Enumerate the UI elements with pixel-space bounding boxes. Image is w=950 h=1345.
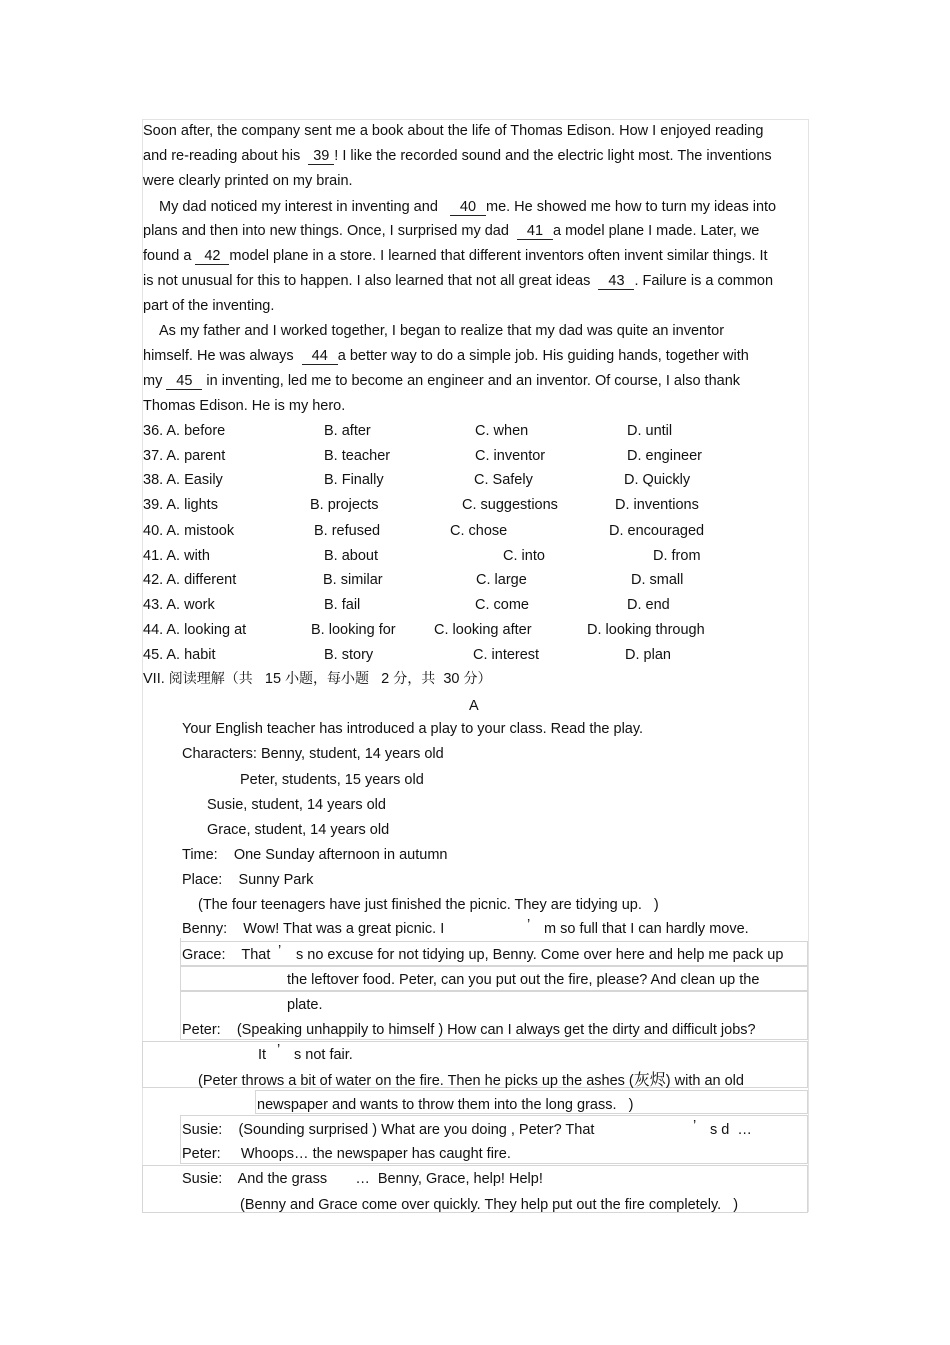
blank-41[interactable]: 41: [517, 224, 553, 240]
question-39-option-b[interactable]: B. projects: [310, 497, 379, 513]
passage-line: part of the inventing.: [143, 298, 275, 314]
stage-direction: (Peter throws a bit of water on the fire. Then he picks up the ashes (灰烬) with an old: [198, 1070, 744, 1089]
dialogue-benny: Benny: Wow! That was a great picnic. I: [182, 921, 445, 937]
character-peter: Peter, students, 15 years old: [240, 772, 424, 788]
question-42-option-c[interactable]: C. large: [476, 572, 527, 588]
question-41-option-d[interactable]: D. from: [653, 548, 701, 564]
question-40-option-d[interactable]: D. encouraged: [609, 523, 705, 539]
question-43-option-b[interactable]: B. fail: [324, 597, 361, 613]
question-43-option-d[interactable]: D. end: [627, 597, 670, 613]
dialogue-grace: Grace: That: [182, 947, 271, 963]
question-44-option-c[interactable]: C. looking after: [434, 622, 532, 638]
passage-line: My dad noticed my interest in inventing and 40 me. He showed me how to turn my ideas into: [159, 199, 777, 215]
question-38-option-c[interactable]: C. Safely: [474, 472, 533, 488]
time-line: Time: One Sunday afternoon in autumn: [182, 847, 448, 863]
question-36-option-b[interactable]: B. after: [324, 423, 371, 439]
section-heading: VII. 阅读理解（共 15 小题，每小题 2 分，共 30 分）: [143, 671, 492, 687]
dialogue-susie-tail: s d …: [710, 1122, 752, 1138]
dialogue-benny-cont: m so full that I can hardly move.: [544, 921, 749, 937]
passage-line: himself. He was always 44 a better way to do a simple job. His guiding hands, together with: [143, 348, 749, 364]
passage-line: plans and then into new things. Once, I surprised my dad 41 a model plane I made. Later, we: [143, 223, 760, 239]
stage-direction-cont: newspaper and wants to throw them into the long grass. ): [257, 1097, 634, 1113]
question-39-option-a[interactable]: 39. A. lights: [143, 497, 218, 513]
question-37-option-c[interactable]: C. inventor: [475, 448, 546, 464]
question-38-option-d[interactable]: D. Quickly: [624, 472, 691, 488]
question-41-option-a[interactable]: 41. A. with: [143, 548, 210, 564]
passage-line: As my father and I worked together, I began to realize that my dad was quite an inventor: [159, 323, 725, 339]
apostrophe: ’: [278, 943, 282, 959]
question-36-option-d[interactable]: D. until: [627, 423, 673, 439]
dialogue-grace-cont: s no excuse for not tidying up, Benny. Come over here and help me pack up: [296, 947, 784, 963]
question-36-option-c[interactable]: C. when: [475, 423, 529, 439]
passage-line: is not unusual for this to happen. I also learned that not all great ideas 43 . Failure is a common: [143, 273, 774, 289]
question-36-option-a[interactable]: 36. A. before: [143, 423, 226, 439]
dialogue-peter-2: Peter: Whoops… the newspaper has caught fire.: [182, 1146, 511, 1162]
question-40-option-b[interactable]: B. refused: [314, 523, 381, 539]
dialogue-susie-2: Susie: And the grass … Benny, Grace, help! Help!: [182, 1171, 543, 1187]
question-42-option-b[interactable]: B. similar: [323, 572, 383, 588]
question-43-option-a[interactable]: 43. A. work: [143, 597, 215, 613]
characters-line: Characters: Benny, student, 14 years old: [182, 746, 444, 762]
dialogue-susie: Susie: (Sounding surprised ) What are you doing , Peter? That: [182, 1122, 595, 1138]
passage-line: and re-reading about his 39 ! I like the recorded sound and the electric light most. The inventions: [143, 148, 772, 164]
blank-39[interactable]: 39: [308, 149, 334, 165]
apostrophe: ’: [527, 917, 531, 933]
question-44-option-d[interactable]: D. looking through: [587, 622, 705, 638]
question-43-option-c[interactable]: C. come: [475, 597, 529, 613]
passage-line: were clearly printed on my brain.: [143, 173, 353, 189]
dialogue-grace-line3: plate.: [287, 997, 323, 1013]
place-line: Place: Sunny Park: [182, 872, 314, 888]
question-42-option-a[interactable]: 42. A. different: [143, 572, 237, 588]
character-grace: Grace, student, 14 years old: [207, 822, 390, 838]
question-38-option-b[interactable]: B. Finally: [324, 472, 384, 488]
question-37-option-d[interactable]: D. engineer: [627, 448, 702, 464]
passage-line: Thomas Edison. He is my hero.: [143, 398, 346, 414]
section-part-label: A: [469, 698, 479, 714]
passage-line: Soon after, the company sent me a book about the life of Thomas Edison. How I enjoyed reading: [143, 123, 764, 139]
blank-42[interactable]: 42: [195, 249, 229, 265]
question-37-option-a[interactable]: 37. A. parent: [143, 448, 226, 464]
apostrophe: ’: [277, 1042, 281, 1058]
question-39-option-c[interactable]: C. suggestions: [462, 497, 558, 513]
stage-direction: (The four teenagers have just finished the picnic. They are tidying up. ): [198, 897, 659, 913]
question-45-option-a[interactable]: 45. A. habit: [143, 647, 216, 663]
dialogue-peter-line2: It: [258, 1047, 267, 1063]
question-45-option-b[interactable]: B. story: [324, 647, 374, 663]
blank-43[interactable]: 43: [598, 274, 634, 290]
play-intro: Your English teacher has introduced a play to your class. Read the play.: [182, 721, 644, 737]
stage-direction: (Benny and Grace come over quickly. They help put out the fire completely. ): [240, 1197, 739, 1213]
question-41-option-b[interactable]: B. about: [324, 548, 379, 564]
question-44-option-a[interactable]: 44. A. looking at: [143, 622, 247, 638]
blank-45[interactable]: 45: [166, 374, 202, 390]
question-40-option-a[interactable]: 40. A. mistook: [143, 523, 235, 539]
blank-44[interactable]: 44: [302, 349, 338, 365]
question-45-option-d[interactable]: D. plan: [625, 647, 671, 663]
apostrophe: ’: [693, 1118, 697, 1134]
dialogue-grace-line2: the leftover food. Peter, can you put out the fire, please? And clean up the: [287, 972, 760, 988]
question-40-option-c[interactable]: C. chose: [450, 523, 508, 539]
question-44-option-b[interactable]: B. looking for: [311, 622, 396, 638]
question-41-option-c[interactable]: C. into: [503, 548, 545, 564]
question-39-option-d[interactable]: D. inventions: [615, 497, 699, 513]
question-45-option-c[interactable]: C. interest: [473, 647, 540, 663]
passage-line: found a 42 model plane in a store. I learned that different inventors often invent similar things. It: [143, 248, 768, 264]
dialogue-peter: Peter: (Speaking unhappily to himself ) How can I always get the dirty and difficult jobs?: [182, 1022, 756, 1038]
question-38-option-a[interactable]: 38. A. Easily: [143, 472, 223, 488]
passage-line: my 45 in inventing, led me to become an engineer and an inventor. Of course, I also thank: [143, 373, 741, 389]
dialogue-peter-line2-cont: s not fair.: [294, 1047, 353, 1063]
question-37-option-b[interactable]: B. teacher: [324, 448, 391, 464]
scan-artifact: [142, 938, 181, 1038]
question-42-option-d[interactable]: D. small: [631, 572, 684, 588]
character-susie: Susie, student, 14 years old: [207, 797, 386, 813]
blank-40[interactable]: 40: [450, 200, 486, 216]
